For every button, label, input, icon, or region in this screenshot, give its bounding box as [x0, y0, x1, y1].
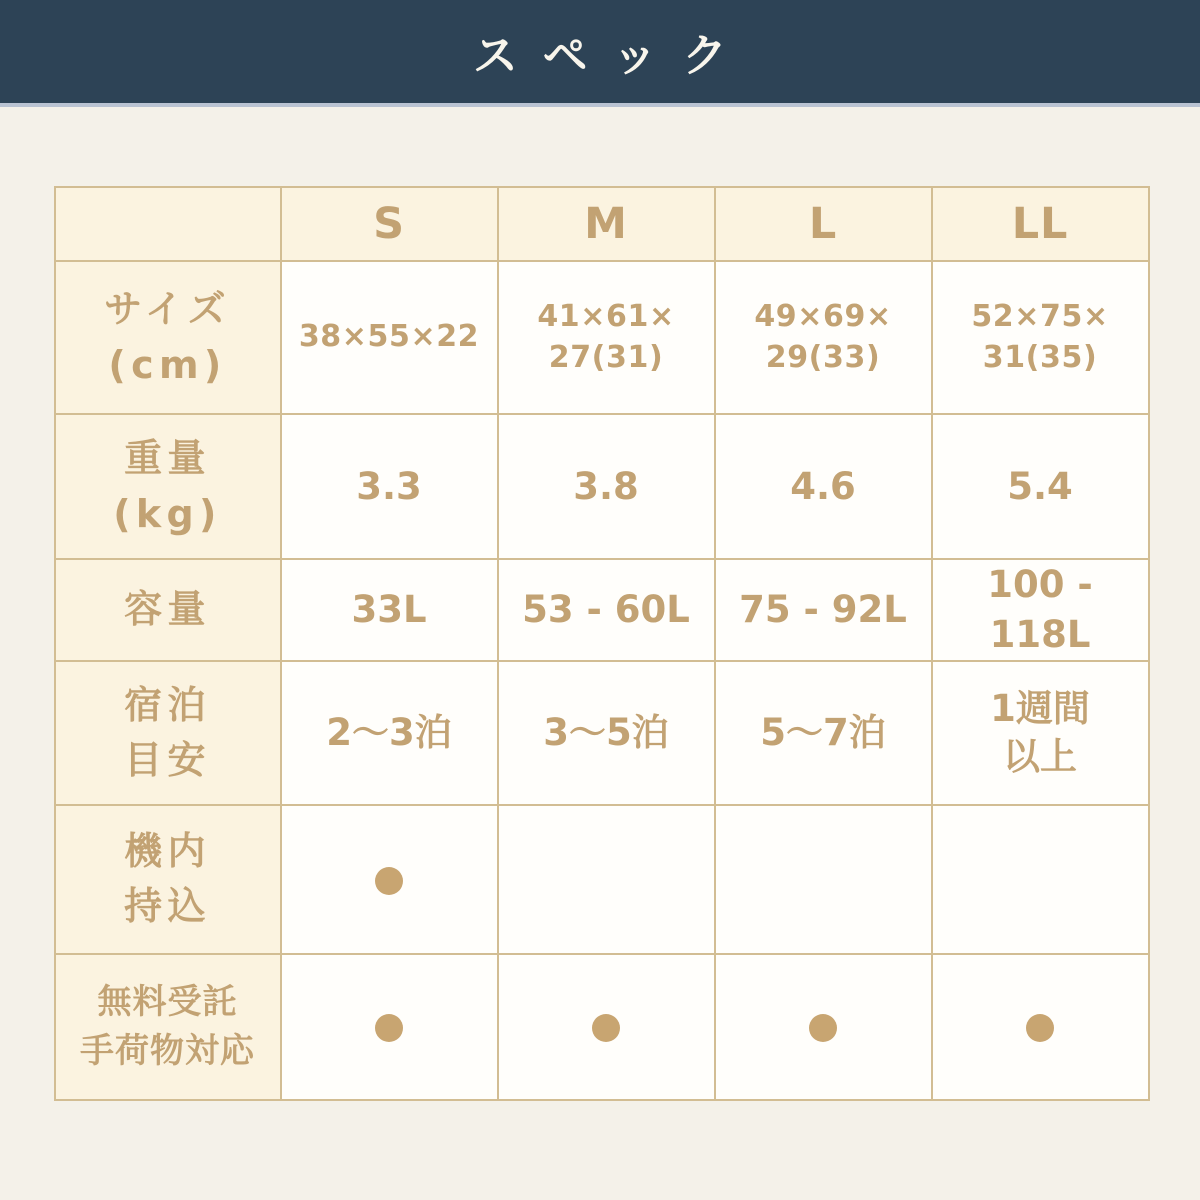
text-line: 31(35)	[982, 339, 1098, 375]
spec-table-wrap	[54, 186, 1147, 1101]
cell-capacity-l	[715, 559, 932, 661]
text-line: 100 - 118L	[987, 563, 1093, 656]
check-dot	[592, 1014, 620, 1042]
cell-carry-on-m	[498, 805, 715, 954]
cell-free-checked-baggage-m	[498, 954, 715, 1100]
text-line: サイズ	[104, 287, 231, 332]
cell-capacity-m	[498, 559, 715, 661]
title-bar	[0, 0, 1200, 107]
cell-size-m	[498, 261, 715, 414]
text-line: 3.8	[573, 464, 639, 508]
row-label-size	[55, 261, 281, 414]
text-line: 手荷物対応	[79, 1030, 256, 1071]
table-row-size	[55, 261, 1149, 414]
table-row-capacity	[55, 559, 1149, 661]
text-line: 5〜7泊	[760, 710, 886, 754]
text-line: 5.4	[1007, 464, 1073, 508]
text-line: 49×69×	[754, 299, 892, 334]
text-line: 4.6	[790, 464, 856, 508]
cell-size-ll	[932, 261, 1149, 414]
cell-weight-l	[715, 414, 932, 559]
check-dot	[809, 1014, 837, 1042]
cell-size-l	[715, 261, 932, 414]
check-dot	[375, 867, 403, 895]
text-line: 3.3	[356, 464, 422, 508]
row-label-carry-on	[55, 805, 281, 954]
column-header-s: S	[281, 187, 498, 261]
text-line: 宿泊	[124, 682, 211, 727]
text-line: 3〜5泊	[543, 710, 669, 754]
text-line: 38×55×22	[298, 319, 480, 355]
cell-free-checked-baggage-ll	[932, 954, 1149, 1100]
row-label-stay-nights	[55, 661, 281, 805]
text-line: 重量	[124, 436, 211, 481]
cell-stay-nights-ll	[932, 661, 1149, 805]
cell-stay-nights-s	[281, 661, 498, 805]
cell-capacity-s	[281, 559, 498, 661]
text-line: 容量	[124, 587, 211, 632]
cell-free-checked-baggage-s	[281, 954, 498, 1100]
column-header-ll: LL	[932, 187, 1149, 261]
table-row-weight	[55, 414, 1149, 559]
text-line: 33L	[351, 587, 427, 631]
text-line: 無料受託	[97, 981, 238, 1022]
text-line: 目安	[124, 737, 211, 782]
cell-capacity-ll	[932, 559, 1149, 661]
cell-stay-nights-m	[498, 661, 715, 805]
cell-carry-on-l	[715, 805, 932, 954]
text-line: 1週間	[990, 686, 1090, 730]
text-line: 持込	[124, 884, 211, 929]
page-title: スペック	[472, 29, 752, 82]
text-line: 機内	[124, 829, 211, 874]
cell-carry-on-ll	[932, 805, 1149, 954]
row-label-capacity	[55, 559, 281, 661]
text-line: 29(33)	[765, 339, 881, 375]
check-dot	[1026, 1014, 1054, 1042]
cell-stay-nights-l	[715, 661, 932, 805]
text-line: 53 - 60L	[522, 587, 690, 631]
text-line: (cm)	[108, 342, 227, 387]
text-line: 52×75×	[971, 299, 1109, 334]
text-line: 27(31)	[548, 339, 664, 375]
table-row-stay-nights	[55, 661, 1149, 805]
check-dot	[375, 1014, 403, 1042]
column-header-m: M	[498, 187, 715, 261]
row-label-weight	[55, 414, 281, 559]
text-line: (kg)	[113, 491, 222, 536]
cell-free-checked-baggage-l	[715, 954, 932, 1100]
text-line: 2〜3泊	[326, 710, 452, 754]
text-line: 以上	[1003, 734, 1077, 778]
text-line: 41×61×	[537, 299, 675, 334]
corner-cell	[55, 187, 281, 261]
cell-weight-m	[498, 414, 715, 559]
cell-weight-ll	[932, 414, 1149, 559]
cell-weight-s	[281, 414, 498, 559]
cell-size-s	[281, 261, 498, 414]
spec-table	[54, 186, 1150, 1101]
row-label-free-checked-baggage	[55, 954, 281, 1100]
table-row-free-checked-baggage	[55, 954, 1149, 1100]
table-row-carry-on	[55, 805, 1149, 954]
column-header-l: L	[715, 187, 932, 261]
text-line: 75 - 92L	[739, 587, 907, 631]
cell-carry-on-s	[281, 805, 498, 954]
size-header-row	[55, 187, 1149, 261]
